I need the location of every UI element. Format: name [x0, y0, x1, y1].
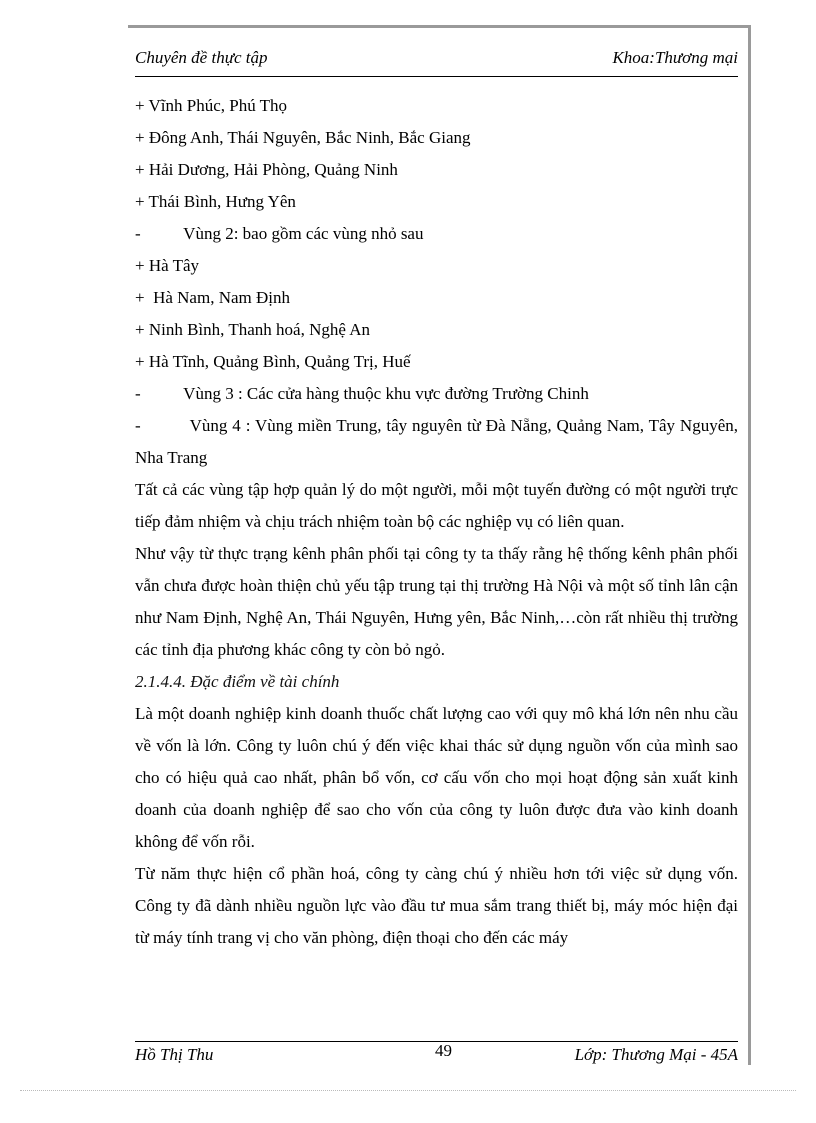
page-bottom-dotted-line — [20, 1090, 796, 1091]
body-line: + Thái Bình, Hưng Yên — [135, 192, 296, 211]
paragraph: Từ năm thực hiện cổ phần hoá, công ty càng chú ý nhiều hơn tới việc sử dụng vốn. Công ty đã dành nhiều nguồn lực vào đầu tư mua sắm trang thiết bị, máy móc hiện đại từ máy tính trang vị cho văn phòng, điện thoại cho đến các máy — [135, 864, 738, 947]
footer-class: Lớp: Thương Mại - 45A — [574, 1045, 738, 1064]
body-line: + Vĩnh Phúc, Phú Thọ — [135, 96, 288, 115]
body-line: + Hà Tĩnh, Quảng Bình, Quảng Trị, Huế — [135, 352, 411, 371]
body-line: + Đông Anh, Thái Nguyên, Bắc Ninh, Bắc Giang — [135, 128, 471, 147]
body-line: + Ninh Bình, Thanh hoá, Nghệ An — [135, 320, 370, 339]
page-body — [135, 90, 738, 954]
page-footer — [135, 1041, 738, 1071]
page-border-top — [128, 25, 748, 28]
body-line: + Hà Nam, Nam Định — [135, 288, 291, 307]
region-2-line: - Vùng 2: bao gồm các vùng nhỏ sau — [135, 224, 424, 243]
body-line: + Hải Dương, Hải Phòng, Quảng Ninh — [135, 160, 398, 179]
page-border-right — [748, 25, 751, 1065]
page-number: 49 — [435, 1041, 452, 1060]
footer-author: Hồ Thị Thu — [135, 1045, 214, 1064]
header-title: Chuyên đề thực tập — [135, 48, 268, 67]
page-header — [135, 46, 738, 76]
paragraph: Là một doanh nghiệp kinh doanh thuốc chất lượng cao với quy mô khá lớn nên nhu cầu về vốn là lớn. Công ty luôn chú ý đến việc khai thác sử dụng nguồn vốn của mình sao cho có hiệu quả cao nhất, phân bổ vốn, cơ cấu vốn cho mọi hoạt động sản xuất kinh doanh của doanh nghiệp để sao cho vốn của công ty luôn được đưa vào kinh doanh không để vốn rỗi. — [135, 704, 738, 851]
body-line: + Hà Tây — [135, 256, 200, 275]
section-heading: 2.1.4.4. Đặc điểm về tài chính — [135, 672, 340, 691]
region-3-line: - Vùng 3 : Các cửa hàng thuộc khu vực đường Trường Chinh — [135, 384, 589, 403]
header-rule — [135, 76, 738, 77]
paragraph: Tất cả các vùng tập hợp quản lý do một người, mỗi một tuyến đường có một người trực tiếp đảm nhiệm và chịu trách nhiệm toàn bộ các nghiệp vụ có liên quan. — [135, 480, 738, 531]
region-4-paragraph: - Vùng 4 : Vùng miền Trung, tây nguyên từ Đà Nẵng, Quảng Nam, Tây Nguyên, Nha Trang — [135, 416, 738, 467]
paragraph: Như vậy từ thực trạng kênh phân phối tại công ty ta thấy rằng hệ thống kênh phân phối vẫn chưa được hoàn thiện chủ yếu tập trung tại thị trường Hà Nội và một số tỉnh lân cận như Nam Định, Nghệ An, Thái Nguyên, Hưng yên, Bắc Ninh,…còn rất nhiều thị trường các tỉnh địa phương khác công ty còn bỏ ngỏ. — [135, 544, 738, 659]
header-department: Khoa:Thương mại — [612, 48, 738, 67]
